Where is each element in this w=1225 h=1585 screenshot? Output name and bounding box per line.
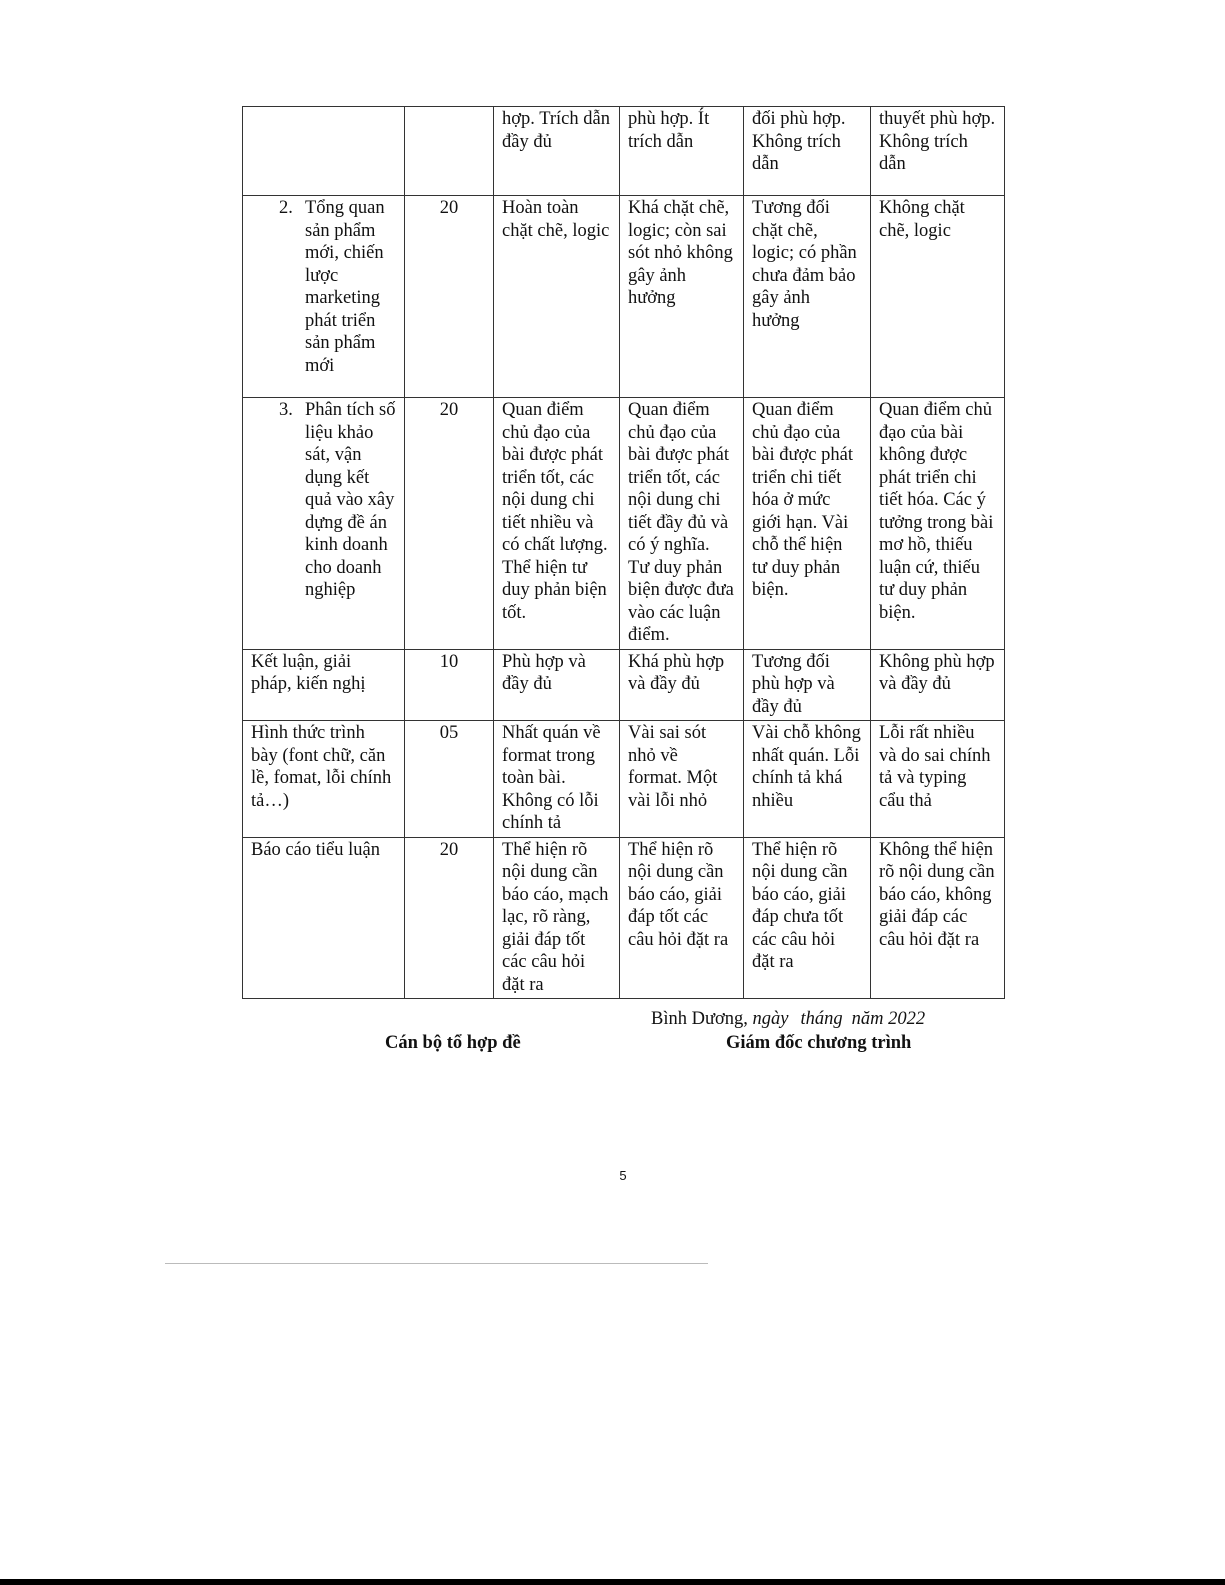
- level-fair-cell: Tương đối chặt chẽ, logic; có phần chưa đảm bảo gây ảnh hưởng: [744, 196, 871, 398]
- table-row: [243, 649, 1005, 721]
- rubric-table: [242, 106, 1005, 999]
- score-cell: 20: [405, 398, 494, 650]
- table-row: [243, 721, 1005, 838]
- score-cell: 20: [405, 837, 494, 999]
- level-fair-cell: Quan điểm chủ đạo của bài được phát triển chi tiết hóa ở mức giới hạn. Vài chỗ thể hiện tư duy phản biện.: [744, 398, 871, 650]
- signature-year-label: năm 2022: [851, 1009, 926, 1029]
- score-cell: 05: [405, 721, 494, 838]
- level-good-cell: Khá chặt chẽ, logic; còn sai sót nhỏ không gây ảnh hưởng: [620, 196, 744, 398]
- table-row: [243, 196, 1005, 398]
- level-excellent-cell: Nhất quán về format trong toàn bài. Không có lỗi chính tả: [494, 721, 620, 838]
- level-good-cell: Thể hiện rõ nội dung cần báo cáo, giải đáp tốt các câu hỏi đặt ra: [620, 837, 744, 999]
- signature-month-label: tháng: [800, 1009, 843, 1029]
- criterion-cell: Hình thức trình bày (font chữ, căn lề, fomat, lỗi chính tả…): [243, 721, 405, 838]
- level-good-cell: Vài sai sót nhỏ về format. Một vài lỗi nhỏ: [620, 721, 744, 838]
- level-poor-cell: Không chặt chẽ, logic: [871, 196, 1005, 398]
- page-number: 5: [619, 1168, 627, 1183]
- level-good-cell: Khá phù hợp và đầy đủ: [620, 649, 744, 721]
- criterion-cell: [243, 196, 405, 398]
- criterion-cell: [243, 107, 405, 196]
- level-fair-cell: Vài chỗ không nhất quán. Lỗi chính tả khá nhiều: [744, 721, 871, 838]
- criterion-cell: Báo cáo tiểu luận: [243, 837, 405, 999]
- signature-date-line: [651, 1009, 925, 1030]
- level-poor-cell: Lỗi rất nhiều và do sai chính tả và typing cẩu thả: [871, 721, 1005, 838]
- level-fair-cell: Thể hiện rõ nội dung cần báo cáo, giải đáp chưa tốt các câu hỏi đặt ra: [744, 837, 871, 999]
- criterion-cell: [243, 398, 405, 650]
- level-excellent-cell: Phù hợp và đầy đủ: [494, 649, 620, 721]
- footer-divider: [165, 1263, 708, 1264]
- table-row: [243, 107, 1005, 196]
- level-poor-cell: Không thể hiện rõ nội dung cần báo cáo, không giải đáp các câu hỏi đặt ra: [871, 837, 1005, 999]
- score-cell: [405, 107, 494, 196]
- level-excellent-cell: Quan điểm chủ đạo của bài được phát triển tốt, các nội dung chi tiết nhiều và có chất lượng. Thể hiện tư duy phản biện tốt.: [494, 398, 620, 650]
- signer-right-title: Giám đốc chương trình: [726, 1033, 912, 1053]
- criterion-cell: Kết luận, giải pháp, kiến nghị: [243, 649, 405, 721]
- table-row: [243, 398, 1005, 650]
- level-poor-cell: Không phù hợp và đầy đủ: [871, 649, 1005, 721]
- level-excellent-cell: Hoàn toàn chặt chẽ, logic: [494, 196, 620, 398]
- level-good-cell: phù hợp. Ít trích dẫn: [620, 107, 744, 196]
- signature-day-label: ngày: [752, 1009, 789, 1029]
- signature-place: Bình Dương,: [651, 1009, 748, 1029]
- bottom-border: [0, 1579, 1225, 1585]
- level-excellent-cell: hợp. Trích dẫn đầy đủ: [494, 107, 620, 196]
- level-good-cell: Quan điểm chủ đạo của bài được phát triển tốt, các nội dung chi tiết đầy đủ và có ý nghĩa. Tư duy phản biện được đưa vào các luận điểm.: [620, 398, 744, 650]
- criterion-number: 2.: [279, 198, 293, 218]
- criterion-number: 3.: [279, 400, 293, 420]
- level-poor-cell: thuyết phù hợp. Không trích dẫn: [871, 107, 1005, 196]
- table-row: [243, 837, 1005, 999]
- signer-left-title: Cán bộ tổ hợp đề: [385, 1033, 521, 1053]
- level-excellent-cell: Thể hiện rõ nội dung cần báo cáo, mạch lạc, rõ ràng, giải đáp tốt các câu hỏi đặt ra: [494, 837, 620, 999]
- score-cell: 20: [405, 196, 494, 398]
- level-fair-cell: Tương đối phù hợp và đầy đủ: [744, 649, 871, 721]
- criterion-text: Tổng quan sản phẩm mới, chiến lược marketing phát triển sản phẩm mới: [305, 198, 385, 376]
- level-poor-cell: Quan điểm chủ đạo của bài không được phát triển chi tiết hóa. Các ý tưởng trong bài mơ hồ, thiếu luận cứ, thiếu tư duy phản biện.: [871, 398, 1005, 650]
- level-fair-cell: đối phù hợp. Không trích dẫn: [744, 107, 871, 196]
- score-cell: 10: [405, 649, 494, 721]
- criterion-text: Phân tích số liệu khảo sát, vận dụng kết quả vào xây dựng đề án kinh doanh cho doanh nghiệp: [305, 400, 396, 600]
